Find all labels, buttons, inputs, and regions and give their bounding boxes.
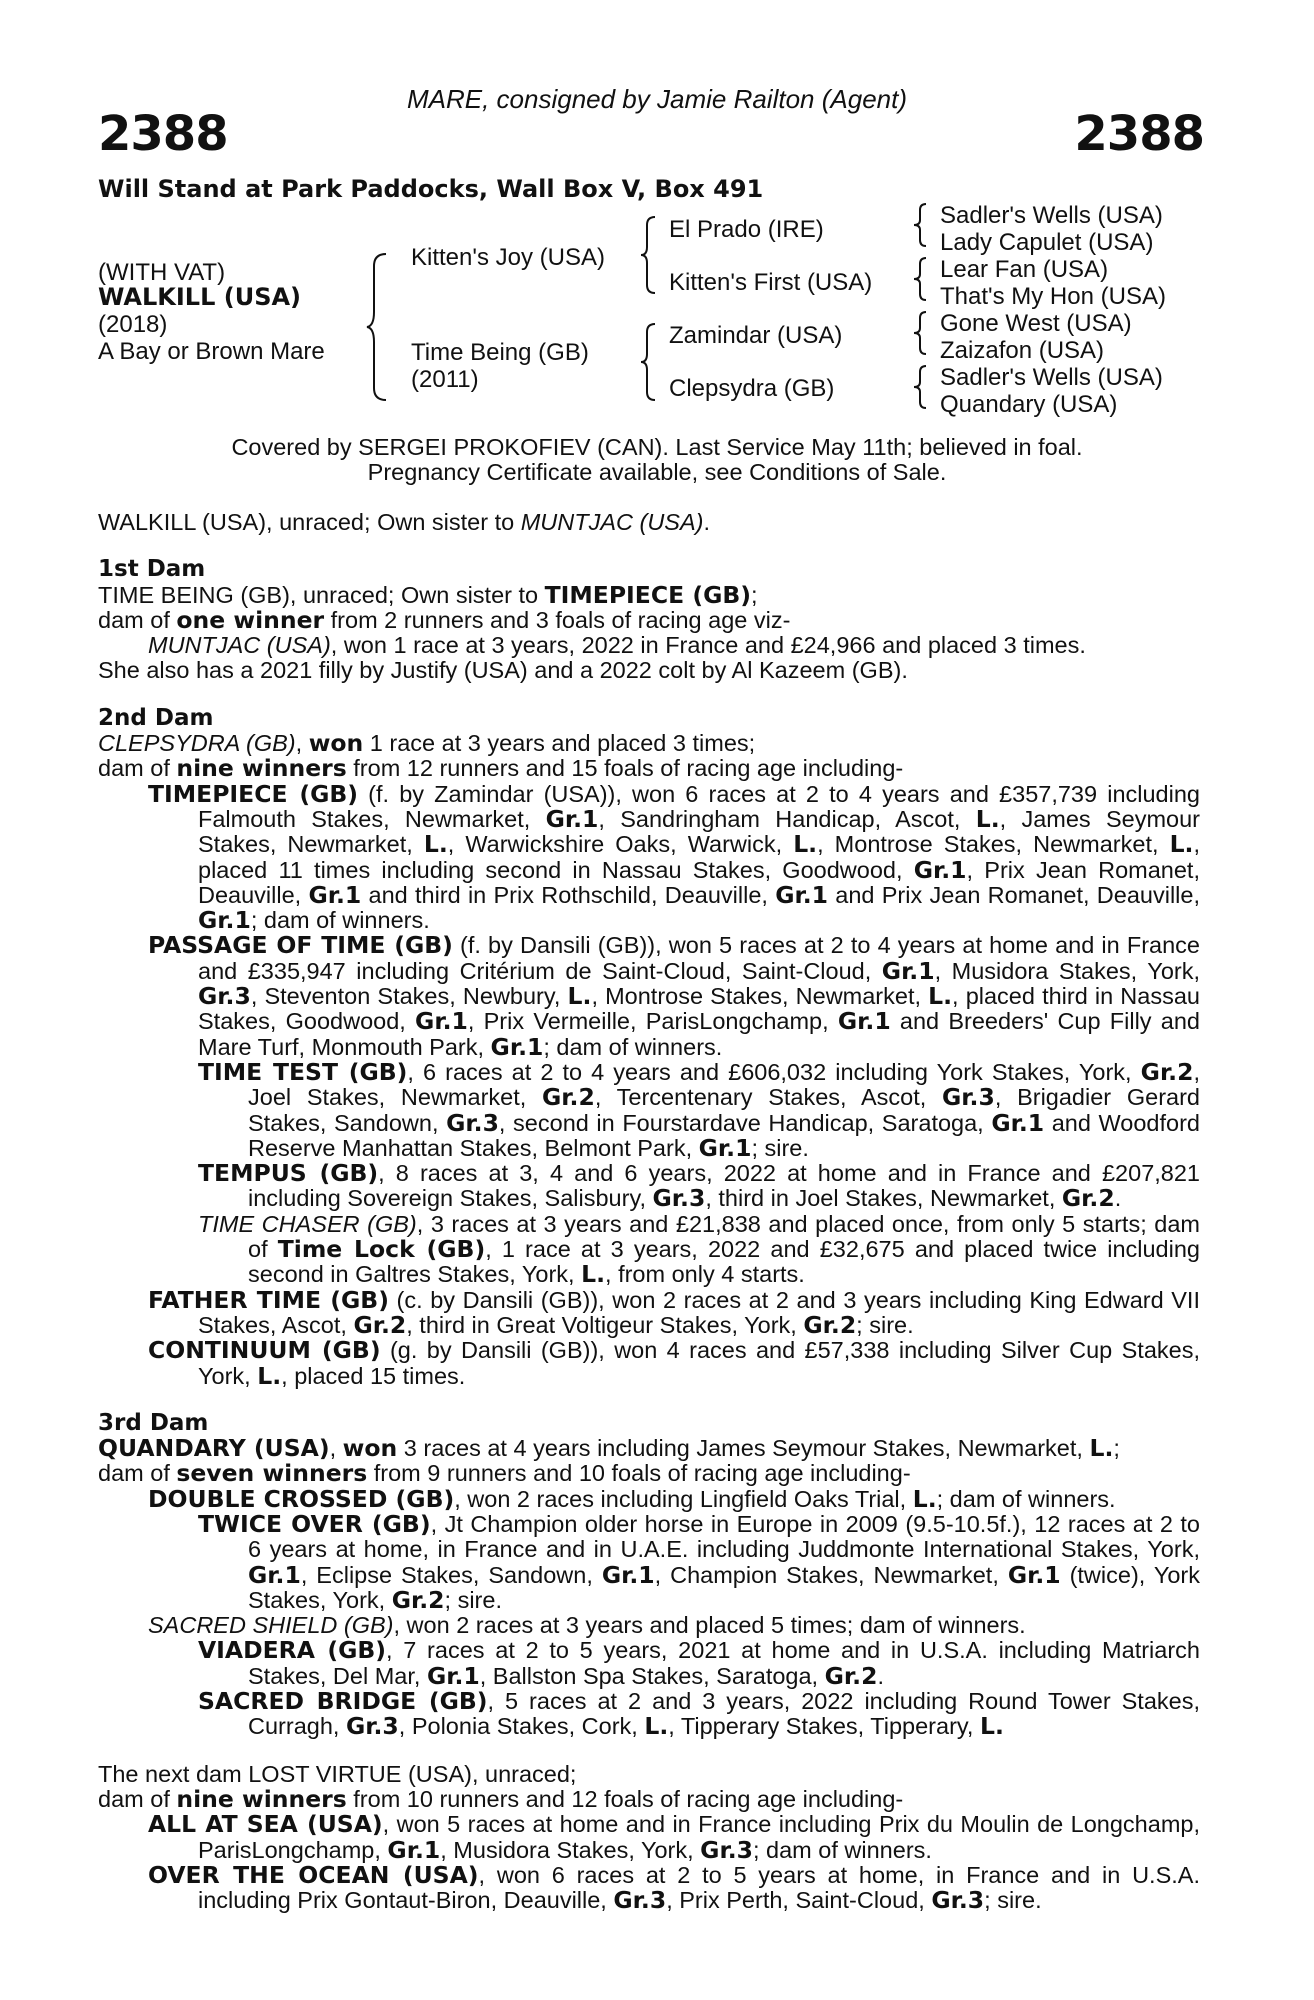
covered-line: Covered by SERGEI PROKOFIEV (CAN). Last Service May 11th; believed in foal. <box>231 434 1083 460</box>
text-run: , Jt Champion older horse in Europe in 2009 (9.5-10.5f.), 12 races at 2 to 6 years at home, in France and in U.A.E. including Juddmonte International Stakes, York, <box>248 1510 1200 1563</box>
first-dam-line: TIME BEING (GB), unraced; Own sister to TIMEPIECE (GB); <box>98 580 758 609</box>
bold-text: Gr.2 <box>824 1661 878 1690</box>
consignment-line: MARE, consigned by Jamie Railton (Agent) <box>406 84 907 114</box>
bold-text: QUANDARY (USA) <box>98 1434 330 1463</box>
text-run: , Polonia Stakes, Cork, <box>398 1713 645 1740</box>
text-run: , Joel Stakes, Newmarket, <box>248 1058 1200 1111</box>
text-run: , second in Fourstardave Handicap, Saratoga, <box>498 1109 992 1136</box>
bold-text: Gr.1 <box>1007 1560 1061 1589</box>
text-run: , Tipperary Stakes, Tipperary, <box>668 1713 980 1740</box>
text-run: , from only 4 starts. <box>605 1261 805 1288</box>
text-run: ; sire. <box>856 1311 914 1338</box>
pedigree-notes <box>98 510 1200 1913</box>
text-run: , 8 races at 3, 4 and 6 years, 2022 at home and in France and £207,821 including Sovereign Stakes, Salisbury, <box>248 1160 1200 1212</box>
produce-entry <box>98 1484 1200 1513</box>
bold-text: Gr.1 <box>308 880 362 909</box>
bold-text: Gr.1 <box>387 1835 441 1864</box>
bold-text: Time Lock (GB) <box>277 1235 486 1264</box>
bold-text: seven winners <box>176 1459 368 1488</box>
bold-text: VIADERA (GB) <box>198 1636 387 1665</box>
text-run: , won 5 races at home and in France including Prix du Moulin de Longchamp, ParisLongchamp, <box>198 1811 1200 1863</box>
bold-text: won <box>342 1434 398 1463</box>
produce-entry <box>98 1860 1200 1915</box>
bold-text: ALL AT SEA (USA) <box>148 1810 383 1839</box>
text-run: ; dam of winners. <box>250 907 430 934</box>
bold-text: L. <box>928 982 953 1011</box>
bold-text: Gr.2 <box>353 1310 407 1339</box>
text-run: , placed 15 times. <box>281 1362 466 1389</box>
second-dam-heading: 2nd Dam <box>98 704 214 731</box>
granddam-maternal: Clepsydra (GB) <box>669 375 835 402</box>
text-run: and Woodford Reserve Manhattan Stakes, Belmont Park, <box>248 1109 1200 1161</box>
bold-text: Gr.2 <box>803 1310 857 1339</box>
text-run: , third in Joel Stakes, Newmarket, <box>705 1185 1062 1212</box>
bold-text: Gr.3 <box>700 1835 753 1864</box>
bold-text: Gr.1 <box>601 1560 655 1589</box>
text-run: ; sire. <box>984 1887 1042 1914</box>
bold-text: Gr.1 <box>913 855 967 884</box>
text-run: ; dam of winners. <box>936 1485 1116 1512</box>
bold-text: Gr.1 <box>698 1133 752 1162</box>
text-run: ; sire. <box>444 1586 502 1613</box>
vat-note: (WITH VAT) <box>98 259 226 286</box>
bold-text: DOUBLE CROSSED (GB) <box>148 1484 455 1513</box>
covered-note <box>0 435 1314 485</box>
horse-name: WALKILL (USA) <box>98 283 302 311</box>
bold-text: TEMPUS (GB) <box>198 1159 379 1188</box>
text-run: and Prix Jean Romanet, Deauville, <box>828 881 1200 908</box>
bold-text: L. <box>793 830 818 859</box>
bold-text: TWICE OVER (GB) <box>198 1509 431 1538</box>
bold-text: Gr.1 <box>198 906 251 935</box>
text-run: , Tercentenary Stakes, Ascot, <box>594 1084 943 1111</box>
bold-text: Gr.1 <box>545 804 599 833</box>
text-run: (f. by Zamindar (USA)), won 6 races at 2 to 4 years and £357,739 including Falmouth Stakes, Newmarket, <box>198 780 1200 832</box>
text-run: , Musidora Stakes, York, <box>440 1836 701 1863</box>
bold-text: PASSAGE OF TIME (GB) <box>148 931 453 960</box>
grandsire-maternal: Zamindar (USA) <box>669 322 843 349</box>
dam-name: Time Being (GB) <box>411 339 589 366</box>
text-run: , won 2 races at 3 years and placed 5 times; dam of winners. <box>393 1612 1026 1639</box>
bold-text: L. <box>423 830 448 859</box>
bold-text: L. <box>979 1712 1004 1741</box>
produce-entry <box>98 1812 1200 1863</box>
dam-year: (2011) <box>411 366 479 393</box>
great-grandparent: Zaizafon (USA) <box>940 337 1105 364</box>
certificate-line: Pregnancy Certificate available, see Conditions of Sale. <box>367 459 947 485</box>
text-run: , James Seymour Stakes, Newmarket, <box>198 805 1200 858</box>
text-run: (twice), York Stakes, York, <box>248 1561 1200 1613</box>
bold-text: nine winners <box>176 1784 347 1813</box>
bold-text: L. <box>581 1260 606 1289</box>
bold-text: Gr.1 <box>837 1007 891 1036</box>
text-run: , 6 races at 2 to 4 years and £606,032 including York Stakes, York, <box>407 1058 1141 1085</box>
great-grandparent: Sadler's Wells (USA) <box>940 202 1163 229</box>
produce-entry <box>98 933 1200 1059</box>
text-run: dam of <box>98 1460 177 1487</box>
produce-entry <box>98 779 1200 935</box>
bold-text: Gr.2 <box>1140 1057 1194 1086</box>
text-run: , 3 races at 3 years and £21,838 and placed once, from only 5 starts; dam of <box>248 1210 1200 1263</box>
great-grandparent: Quandary (USA) <box>940 391 1118 418</box>
horse-year: (2018) <box>98 311 168 338</box>
great-grandparent: Gone West (USA) <box>940 310 1132 337</box>
pedigree-brace-sire <box>640 215 658 295</box>
lot-number-right: 2388 <box>1074 106 1204 162</box>
great-grandparent: Lady Capulet (USA) <box>940 229 1154 256</box>
third-dam-line <box>98 1436 1200 1461</box>
text-run: , 1 race at 3 years, 2022 and £32,675 and placed twice including second in Galtres Stakes, York, <box>248 1236 1200 1288</box>
italic-text: TIME CHASER (GB) <box>198 1210 417 1237</box>
text-run: and third in Prix Rothschild, Deauville, <box>361 881 776 908</box>
second-dam-line: CLEPSYDRA (GB), won 1 race at 3 years and placed 3 times; <box>98 729 756 758</box>
second-dam-produce-line: dam of nine winners from 12 runners and 15 foals of racing age including- <box>98 754 904 783</box>
pedigree-brace-gg1 <box>913 202 929 248</box>
bold-text: Gr.3 <box>345 1712 399 1741</box>
bold-text: Gr.3 <box>652 1184 706 1213</box>
text-run: , 7 races at 2 to 5 years, 2021 at home and in U.S.A. including Matriarch Stakes, Del Mar, <box>248 1637 1200 1689</box>
text-run: , Ballston Spa Stakes, Saratoga, <box>479 1662 825 1689</box>
bold-text: Gr.3 <box>942 1083 995 1112</box>
text-run: ; sire. <box>751 1134 809 1161</box>
bold-text: TIMEPIECE (GB) <box>148 779 359 808</box>
produce-entry <box>98 1057 1200 1162</box>
intro-line: WALKILL (USA), unraced; Own sister to MUNTJAC (USA). <box>98 509 711 535</box>
text-run: 3 races at 4 years including James Seymour Stakes, Newmarket, <box>397 1435 1090 1462</box>
text-run: ; dam of winners. <box>543 1033 723 1060</box>
lot-number-left: 2388 <box>98 106 228 162</box>
text-run: . <box>877 1662 884 1689</box>
produce-entry <box>98 1338 1200 1389</box>
sire-name: Kitten's Joy (USA) <box>411 244 605 271</box>
text-run: dam of <box>98 1785 177 1812</box>
text-run: , Eclipse Stakes, Sandown, <box>300 1561 602 1588</box>
bold-text: Gr.1 <box>426 1661 480 1690</box>
first-dam-note: She also has a 2021 filly by Justify (USA) and a 2022 colt by Al Kazeem (GB). <box>98 657 908 684</box>
text-run: , Musidora Stakes, York, <box>934 957 1200 984</box>
text-run: ; dam of winners. <box>752 1836 932 1863</box>
produce-entry: MUNTJAC (USA), won 1 race at 3 years, 2022 in France and £24,966 and placed 3 times. <box>148 632 1086 659</box>
bold-text: Gr.1 <box>415 1007 468 1036</box>
bold-text: Gr.1 <box>490 1032 544 1061</box>
text-run: , placed 11 times including second in Nassau Stakes, Goodwood, <box>198 831 1200 883</box>
bold-text: Gr.2 <box>391 1585 445 1614</box>
produce-entry <box>98 1285 1200 1339</box>
text-run: , Montrose Stakes, Newmarket, <box>817 831 1170 858</box>
text-run: , 5 races at 2 and 3 years, 2022 including Round Tower Stakes, Curragh, <box>248 1688 1200 1740</box>
text-run: and Breeders' Cup Filly and Mare Turf, Monmouth Park, <box>198 1008 1200 1060</box>
text-run: , won 6 races at 2 to 5 years at home, in France and in U.S.A. including Prix Gontaut-Biron, Deauville, <box>198 1861 1200 1914</box>
bold-text: Gr.1 <box>248 1560 301 1589</box>
bold-text: FATHER TIME (GB) <box>148 1285 389 1314</box>
third-dam-heading: 3rd Dam <box>98 1409 209 1436</box>
text-run: , Steventon Stakes, Newbury, <box>250 983 568 1010</box>
third-dam-produce-line <box>98 1461 1200 1486</box>
first-dam-produce-line: dam of one winner from 2 runners and 3 foals of racing age viz- <box>98 605 791 634</box>
pedigree-brace-gg4 <box>913 364 929 410</box>
bold-text: L. <box>644 1712 669 1741</box>
text-run: , Sandringham Handicap, Ascot, <box>598 805 976 832</box>
text-run: from 10 runners and 12 foals of racing age including- <box>346 1785 904 1812</box>
bold-text: L. <box>912 1484 937 1513</box>
granddam-paternal: Kitten's First (USA) <box>669 269 873 296</box>
bold-text: L. <box>1169 830 1194 859</box>
italic-text: SACRED SHIELD (GB) <box>148 1612 394 1639</box>
bold-text: Gr.3 <box>198 982 251 1011</box>
produce-entry <box>98 1509 1200 1614</box>
bold-text: L. <box>257 1361 282 1390</box>
pedigree-brace-dam <box>640 322 658 402</box>
next-dam-produce-line <box>98 1784 1200 1813</box>
text-run: , Montrose Stakes, Newmarket, <box>591 983 929 1010</box>
bold-text: L. <box>567 982 592 1011</box>
bold-text: Gr.2 <box>542 1083 595 1112</box>
text-run: (c. by Dansili (GB)), won 2 races at 2 and 3 years including King Edward VII Stakes, Ascot, <box>198 1286 1200 1338</box>
great-grandparent: That's My Hon (USA) <box>940 283 1166 310</box>
bold-text: CONTINUUM (GB) <box>148 1336 381 1365</box>
text-run: , third in Great Voltigeur Stakes, York, <box>406 1311 804 1338</box>
bold-text: Gr.1 <box>991 1108 1045 1137</box>
text-run: (f. by Dansili (GB)), won 5 races at 2 to 4 years at home and in France and £335,947 including Critérium de Saint-Cloud, Saint-Cloud, <box>198 932 1200 984</box>
bold-text: L. <box>975 804 1000 833</box>
grandsire-paternal: El Prado (IRE) <box>669 216 824 243</box>
text-run: , placed third in Nassau Stakes, Goodwood, <box>198 983 1200 1035</box>
bold-text: Gr.3 <box>613 1886 667 1915</box>
text-run: , Prix Jean Romanet, Deauville, <box>198 856 1200 908</box>
text-run: ; <box>1113 1435 1120 1462</box>
bold-text: OVER THE OCEAN (USA) <box>148 1860 479 1889</box>
bold-text: Gr.2 <box>1061 1184 1115 1213</box>
text-run: , <box>329 1435 343 1462</box>
text-run: , Champion Stakes, Newmarket, <box>654 1561 1008 1588</box>
great-grandparent: Sadler's Wells (USA) <box>940 364 1163 391</box>
bold-text: L. <box>1089 1434 1114 1463</box>
text-run: , Brigadier Gerard Stakes, Sandown, <box>248 1084 1200 1136</box>
bold-text: Gr.3 <box>931 1886 985 1915</box>
text-run: from 9 runners and 10 foals of racing age including- <box>367 1460 911 1487</box>
bold-text: Gr.1 <box>881 956 935 985</box>
text-run: , Prix Vermeille, ParisLongchamp, <box>467 1008 838 1035</box>
bold-text: TIME TEST (GB) <box>198 1057 408 1086</box>
produce-entry <box>98 1161 1200 1212</box>
produce-entry <box>98 1638 1200 1689</box>
text-run: (g. by Dansili (GB)), won 4 races and £57,338 including Silver Cup Stakes, York, <box>198 1337 1200 1389</box>
produce-entry <box>98 1212 1200 1288</box>
text-run: , won 2 races including Lingfield Oaks Trial, <box>454 1485 913 1512</box>
bold-text: Gr.1 <box>775 880 828 909</box>
pedigree-brace-gg3 <box>913 310 929 356</box>
text-run: , Warwickshire Oaks, Warwick, <box>447 831 794 858</box>
pedigree-brace-gg2 <box>913 256 929 302</box>
pedigree-brace-main <box>366 252 390 402</box>
produce-entry <box>98 1613 1200 1638</box>
standing-location: Will Stand at Park Paddocks, Wall Box V, Box 491 <box>98 175 764 203</box>
great-grandparent: Lear Fan (USA) <box>940 256 1109 283</box>
text-run: . <box>1114 1185 1122 1212</box>
bold-text: Gr.3 <box>446 1108 499 1137</box>
bold-text: SACRED BRIDGE (GB) <box>198 1687 488 1716</box>
next-dam-line: The next dam LOST VIRTUE (USA), unraced; <box>98 1760 577 1787</box>
horse-description: A Bay or Brown Mare <box>98 338 325 365</box>
text-run: , Prix Perth, Saint-Cloud, <box>666 1887 932 1914</box>
first-dam-heading: 1st Dam <box>98 556 206 583</box>
produce-entry <box>98 1689 1200 1740</box>
